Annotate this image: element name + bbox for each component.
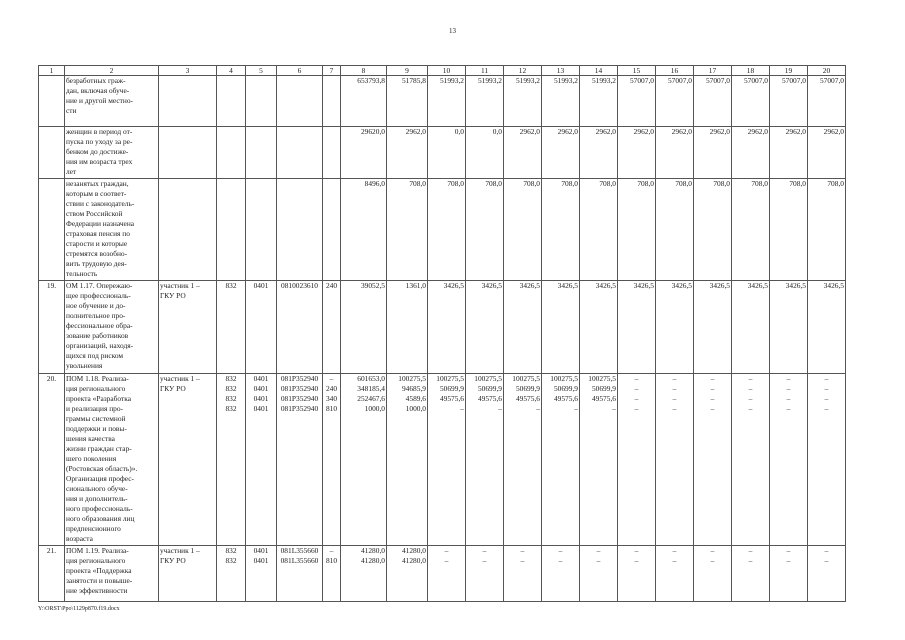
target-article: 0810023610 (277, 281, 323, 374)
budget-table (38, 65, 846, 602)
amount-cell: – – (808, 546, 846, 602)
table-row (39, 281, 846, 374)
table-row (39, 179, 846, 281)
executor (159, 76, 217, 127)
column-number: 16 (656, 66, 694, 76)
amount-cell: 29620,0 (341, 127, 387, 179)
grbs-code: 832 832 832 832 (217, 374, 246, 546)
amount-cell: 100275,5 94685,9 4589,6 1000,0 (387, 374, 428, 546)
column-number: 15 (618, 66, 656, 76)
file-path-footer: Y:\ORST\Ppo\1129p870.f19.docx (38, 606, 120, 612)
amount-cell: – – (656, 546, 694, 602)
amount-cell: 57007,0 (770, 76, 808, 127)
amount-cell: – – – – (732, 374, 770, 546)
column-number: 18 (732, 66, 770, 76)
target-article (277, 76, 323, 127)
grbs-code (217, 76, 246, 127)
grbs-code (217, 179, 246, 281)
amount-cell: 2962,0 (618, 127, 656, 179)
amount-cell: 57007,0 (808, 76, 846, 127)
table-row (39, 546, 846, 602)
page-number: 13 (449, 27, 456, 35)
amount-cell: 2962,0 (542, 127, 580, 179)
amount-cell: 3426,5 (618, 281, 656, 374)
expense-type: – 240 340 810 (323, 374, 341, 546)
amount-cell: 2962,0 (504, 127, 542, 179)
column-number: 2 (65, 66, 159, 76)
amount-cell: – – – – (808, 374, 846, 546)
amount-cell: – – (694, 546, 732, 602)
amount-cell: 3426,5 (466, 281, 504, 374)
amount-cell: 1361,0 (387, 281, 428, 374)
amount-cell: 0,0 (466, 127, 504, 179)
column-number: 13 (542, 66, 580, 76)
amount-cell: 57007,0 (694, 76, 732, 127)
column-number: 19 (770, 66, 808, 76)
amount-cell: 2962,0 (387, 127, 428, 179)
expense-type (323, 76, 341, 127)
target-article: 081L355660 081L355660 (277, 546, 323, 602)
amount-cell: 2962,0 (808, 127, 846, 179)
column-number: 5 (246, 66, 277, 76)
expense-type (323, 179, 341, 281)
amount-cell: 3426,5 (428, 281, 466, 374)
amount-cell: – – – – (770, 374, 808, 546)
amount-cell: 8496,0 (341, 179, 387, 281)
amount-cell: 41280,0 41280,0 (387, 546, 428, 602)
amount-cell: 3426,5 (542, 281, 580, 374)
target-article: 081P352940 081P352940 081P352940 081P352940 (277, 374, 323, 546)
column-number: 17 (694, 66, 732, 76)
amount-cell: – – – – (694, 374, 732, 546)
amount-cell: 39052,5 (341, 281, 387, 374)
amount-cell: 708,0 (428, 179, 466, 281)
amount-cell: 708,0 (466, 179, 504, 281)
amount-cell: – – – – (618, 374, 656, 546)
amount-cell: 708,0 (387, 179, 428, 281)
executor: участник 1 – ГКУ РО (159, 281, 217, 374)
amount-cell: 708,0 (542, 179, 580, 281)
amount-cell: 100275,5 50699,9 49575,6 – (428, 374, 466, 546)
section-code (246, 76, 277, 127)
measure-name: безработных граж- дан, включая обуче- ние и другой местно- сти (65, 76, 159, 127)
table-row (39, 127, 846, 179)
section-code: 0401 (246, 281, 277, 374)
amount-cell: 3426,5 (808, 281, 846, 374)
expense-type: 240 (323, 281, 341, 374)
amount-cell: 3426,5 (694, 281, 732, 374)
column-number-row (39, 66, 846, 76)
measure-name: незанятых граждан, которым в соответ- ствии с законодатель- ством Российской Федерации назначена страховая пенсия по старости и которые стремятся возобно- вить трудовую дея- тельность (65, 179, 159, 281)
column-number: 14 (580, 66, 618, 76)
amount-cell: 601653,0 348185,4 252467,6 1000,0 (341, 374, 387, 546)
executor: участник 1 – ГКУ РО (159, 374, 217, 546)
grbs-code: 832 (217, 281, 246, 374)
column-number: 1 (39, 66, 65, 76)
section-code: 0401 0401 (246, 546, 277, 602)
amount-cell: 57007,0 (618, 76, 656, 127)
column-number: 4 (217, 66, 246, 76)
amount-cell: 708,0 (770, 179, 808, 281)
executor (159, 127, 217, 179)
amount-cell: 2962,0 (694, 127, 732, 179)
expense-type (323, 127, 341, 179)
amount-cell: 2962,0 (656, 127, 694, 179)
amount-cell: – – (466, 546, 504, 602)
target-article (277, 127, 323, 179)
amount-cell: 708,0 (580, 179, 618, 281)
amount-cell: 708,0 (656, 179, 694, 281)
row-number: 20. (39, 374, 65, 546)
row-number (39, 179, 65, 281)
amount-cell: 3426,5 (732, 281, 770, 374)
column-number: 12 (504, 66, 542, 76)
section-code (246, 127, 277, 179)
amount-cell: 51993,2 (580, 76, 618, 127)
executor (159, 179, 217, 281)
section-code (246, 179, 277, 281)
column-number: 20 (808, 66, 846, 76)
column-number: 9 (387, 66, 428, 76)
expense-type: – 810 (323, 546, 341, 602)
amount-cell: 41280,0 41280,0 (341, 546, 387, 602)
amount-cell: 653793,8 (341, 76, 387, 127)
row-number (39, 76, 65, 127)
measure-name: ПОМ 1.19. Реализа- ция регионального проекта «Поддержка занятости и повыше- ние эффективности (65, 546, 159, 602)
amount-cell: 3426,5 (656, 281, 694, 374)
amount-cell: 100275,5 50699,9 49575,6 – (542, 374, 580, 546)
amount-cell: 100275,5 50699,9 49575,6 – (580, 374, 618, 546)
measure-name: женщин в период от- пуска по уходу за ре- бенком до достиже- ния им возраста трех лет (65, 127, 159, 179)
measure-name: ПОМ 1.18. Реализа- ция регионального проекта «Разработка и реализация про- граммы системной поддержки и повы- шения качества жизни граждан стар- шего поколения (Ростовская область)». Организация профес- сионального обуче- ния и дополнитель- ного профессиональ- ного образования лиц предпенсионного возраста (65, 374, 159, 546)
section-code: 0401 0401 0401 0401 (246, 374, 277, 546)
amount-cell: – – (428, 546, 466, 602)
table-row (39, 76, 846, 127)
grbs-code (217, 127, 246, 179)
column-number: 10 (428, 66, 466, 76)
amount-cell: – – (618, 546, 656, 602)
amount-cell: 51785,8 (387, 76, 428, 127)
amount-cell: 2962,0 (580, 127, 618, 179)
amount-cell: 0,0 (428, 127, 466, 179)
amount-cell: – – (732, 546, 770, 602)
amount-cell: 3426,5 (504, 281, 542, 374)
column-number: 8 (341, 66, 387, 76)
grbs-code: 832 832 (217, 546, 246, 602)
amount-cell: 51993,2 (466, 76, 504, 127)
amount-cell: 708,0 (694, 179, 732, 281)
amount-cell: – – (542, 546, 580, 602)
amount-cell: – – (770, 546, 808, 602)
amount-cell: 100275,5 50699,9 49575,6 – (504, 374, 542, 546)
row-number (39, 127, 65, 179)
amount-cell: 51993,2 (428, 76, 466, 127)
amount-cell: 100275,5 50699,9 49575,6 – (466, 374, 504, 546)
amount-cell: – – (504, 546, 542, 602)
amount-cell: – – – – (656, 374, 694, 546)
column-number: 3 (159, 66, 217, 76)
amount-cell: 51993,2 (504, 76, 542, 127)
target-article (277, 179, 323, 281)
amount-cell: 3426,5 (580, 281, 618, 374)
measure-name: ОМ 1.17. Опережаю- щее профессиональ- ное обучение и до- полнительное про- фессиональное обра- зование работников организаций, находя- щихся под риском увольнения (65, 281, 159, 374)
executor: участник 1 – ГКУ РО (159, 546, 217, 602)
column-number: 6 (277, 66, 323, 76)
column-number: 11 (466, 66, 504, 76)
amount-cell: 57007,0 (732, 76, 770, 127)
amount-cell: 2962,0 (770, 127, 808, 179)
table-row (39, 374, 846, 546)
row-number: 21. (39, 546, 65, 602)
amount-cell: 708,0 (808, 179, 846, 281)
amount-cell: 51993,2 (542, 76, 580, 127)
amount-cell: 57007,0 (656, 76, 694, 127)
amount-cell: 708,0 (504, 179, 542, 281)
column-number: 7 (323, 66, 341, 76)
amount-cell: 2962,0 (732, 127, 770, 179)
amount-cell: 708,0 (732, 179, 770, 281)
amount-cell: – – (580, 546, 618, 602)
amount-cell: 3426,5 (770, 281, 808, 374)
amount-cell: 708,0 (618, 179, 656, 281)
row-number: 19. (39, 281, 65, 374)
